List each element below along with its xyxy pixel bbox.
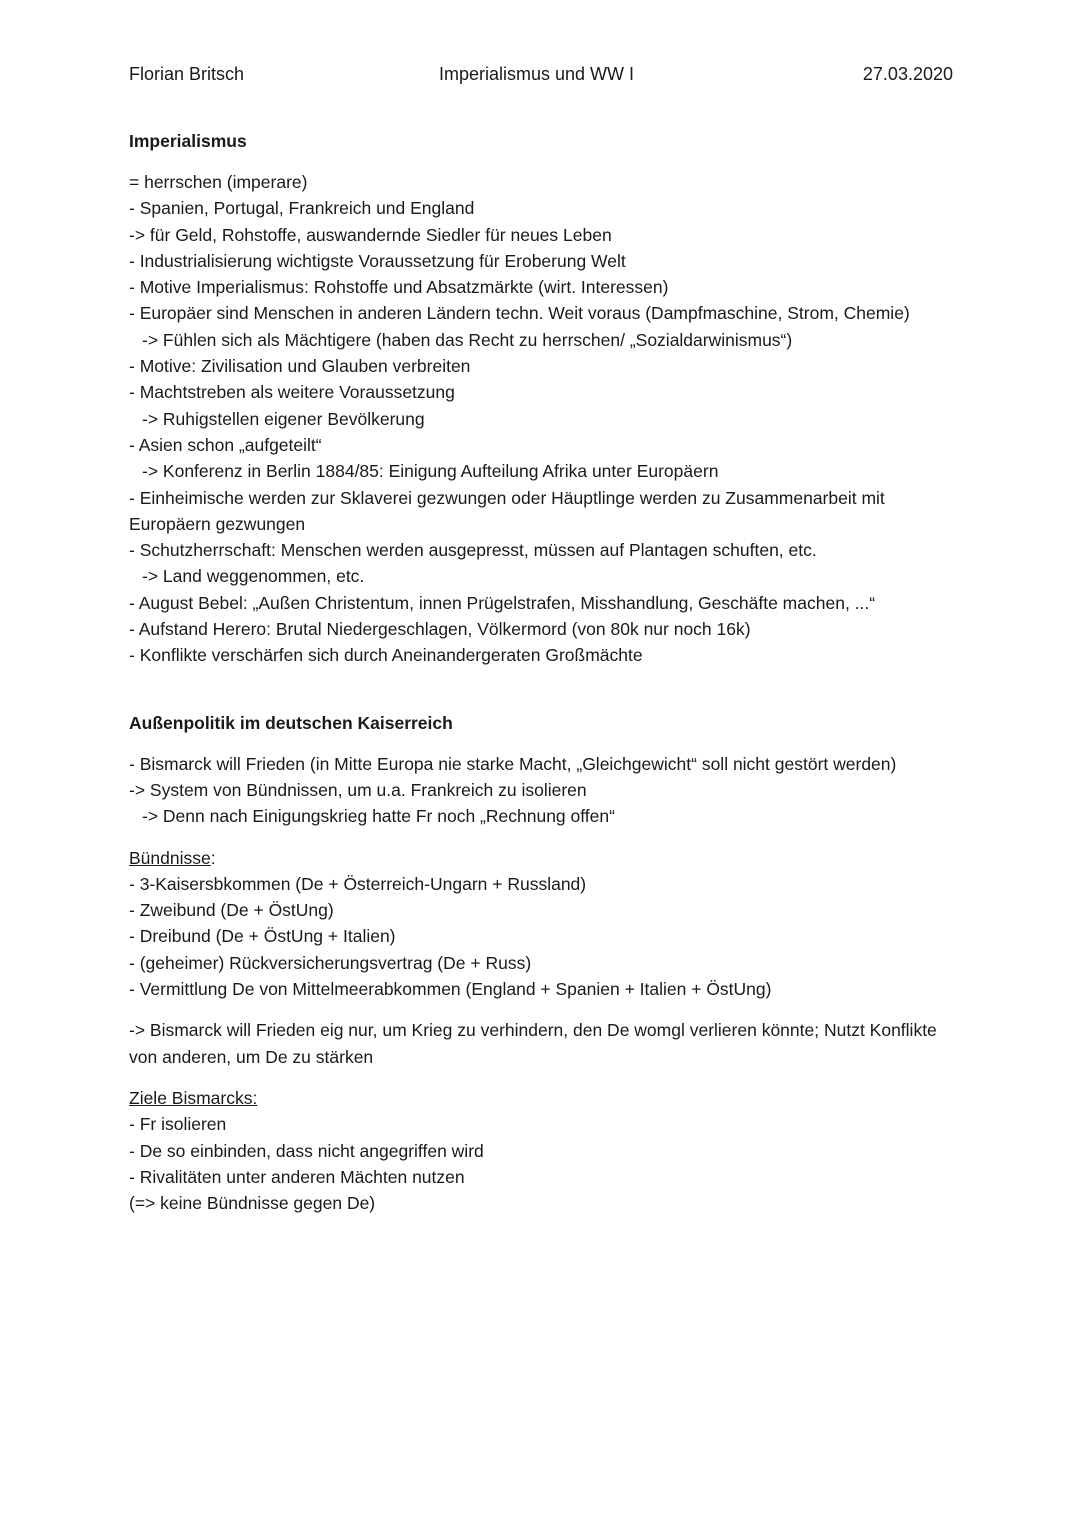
conclusion-paragraph: -> Bismarck will Frieden eig nur, um Krieg zu verhindern, den De womgl verlieren könnte; Nutzt Konflikte von anderen, um De zu stärken xyxy=(129,1020,937,1067)
list-item: - 3-Kaisersbkommen (De + Österreich-Ungarn + Russland) xyxy=(129,873,587,894)
list-item: - Vermittlung De von Mittelmeerabkommen (England + Spanien + Italien + ÖstUng) xyxy=(129,979,772,1000)
list-item: - De so einbinden, dass nicht angegriffen wird xyxy=(129,1140,484,1161)
imperialismus-notes xyxy=(129,169,959,669)
note-line: - Machtstreben als weitere Voraussetzung xyxy=(129,382,455,403)
note-line: -> Konferenz in Berlin 1884/85: Einigung Aufteilung Afrika unter Europäern xyxy=(142,461,719,482)
alliances-heading xyxy=(129,845,959,871)
goals-list xyxy=(129,1111,959,1216)
document-body xyxy=(129,128,959,1216)
goals-label: Ziele Bismarcks: xyxy=(129,1087,258,1108)
note-line: - Bismarck will Frieden (in Mitte Europa nie starke Macht, „Gleichgewicht“ soll nicht gestört werden) xyxy=(129,753,897,774)
alliances-colon: : xyxy=(210,847,216,868)
goals-heading xyxy=(129,1085,959,1111)
page-header xyxy=(129,64,953,90)
note-line: -> für Geld, Rohstoffe, auswandernde Siedler für neues Leben xyxy=(129,224,612,245)
list-item: - Rivalitäten unter anderen Mächten nutzen xyxy=(129,1166,465,1187)
list-item: (=> keine Bündnisse gegen De) xyxy=(129,1193,376,1214)
header-date: 27.03.2020 xyxy=(862,64,953,84)
note-line: -> Fühlen sich als Mächtigere (haben das Recht zu herrschen/ „Sozialdarwinismus“) xyxy=(142,329,793,350)
note-line: - August Bebel: „Außen Christentum, innen Prügelstrafen, Misshandlung, Geschäfte machen, ...“ xyxy=(129,592,876,613)
note-line: - Einheimische werden zur Sklaverei gezwungen oder Häuptlinge werden zu Zusammenarbeit mit Europäern gezwungen xyxy=(129,487,885,534)
list-item: - (geheimer) Rückversicherungsvertrag (De + Russ) xyxy=(129,952,532,973)
note-line: -> Denn nach Einigungskrieg hatte Fr noch „Rechnung offen“ xyxy=(142,806,615,827)
note-line: - Aufstand Herero: Brutal Niedergeschlagen, Völkermord (von 80k nur noch 16k) xyxy=(129,619,751,640)
section-title-aussenpolitik: Außenpolitik im deutschen Kaiserreich xyxy=(129,712,453,733)
list-item: - Fr isolieren xyxy=(129,1114,227,1135)
list-item: - Dreibund (De + ÖstUng + Italien) xyxy=(129,926,396,947)
section-title-imperialismus: Imperialismus xyxy=(129,131,247,151)
header-author: Florian Britsch xyxy=(129,64,245,84)
note-line: - Motive: Zivilisation und Glauben verbreiten xyxy=(129,356,471,377)
alliances-label: Bündnisse xyxy=(129,847,211,868)
note-line: - Spanien, Portugal, Frankreich und England xyxy=(129,198,475,219)
note-line: - Industrialisierung wichtigste Voraussetzung für Eroberung Welt xyxy=(129,250,626,271)
note-line: = herrschen (imperare) xyxy=(129,172,308,192)
note-line: - Motive Imperialismus: Rohstoffe und Absatzmärkte (wirt. Interessen) xyxy=(129,277,669,298)
note-line: - Schutzherrschaft: Menschen werden ausgepresst, müssen auf Plantagen schuften, etc. xyxy=(129,540,817,561)
note-line: -> Land weggenommen, etc. xyxy=(142,566,365,587)
list-item: - Zweibund (De + ÖstUng) xyxy=(129,900,334,921)
note-line: - Konflikte verschärfen sich durch Aneinandergeraten Großmächte xyxy=(129,645,643,666)
aussenpolitik-intro xyxy=(129,751,959,830)
header-title: Imperialismus und WW I xyxy=(439,64,635,84)
alliances-list xyxy=(129,871,959,1002)
note-line: - Asien schon „aufgeteilt“ xyxy=(129,434,322,455)
note-line: -> System von Bündnissen, um u.a. Frankreich zu isolieren xyxy=(129,779,587,800)
note-line: -> Ruhigstellen eigener Bevölkerung xyxy=(142,408,425,429)
note-line: - Europäer sind Menschen in anderen Ländern techn. Weit voraus (Dampfmaschine, Strom, Chemie) xyxy=(129,303,910,324)
